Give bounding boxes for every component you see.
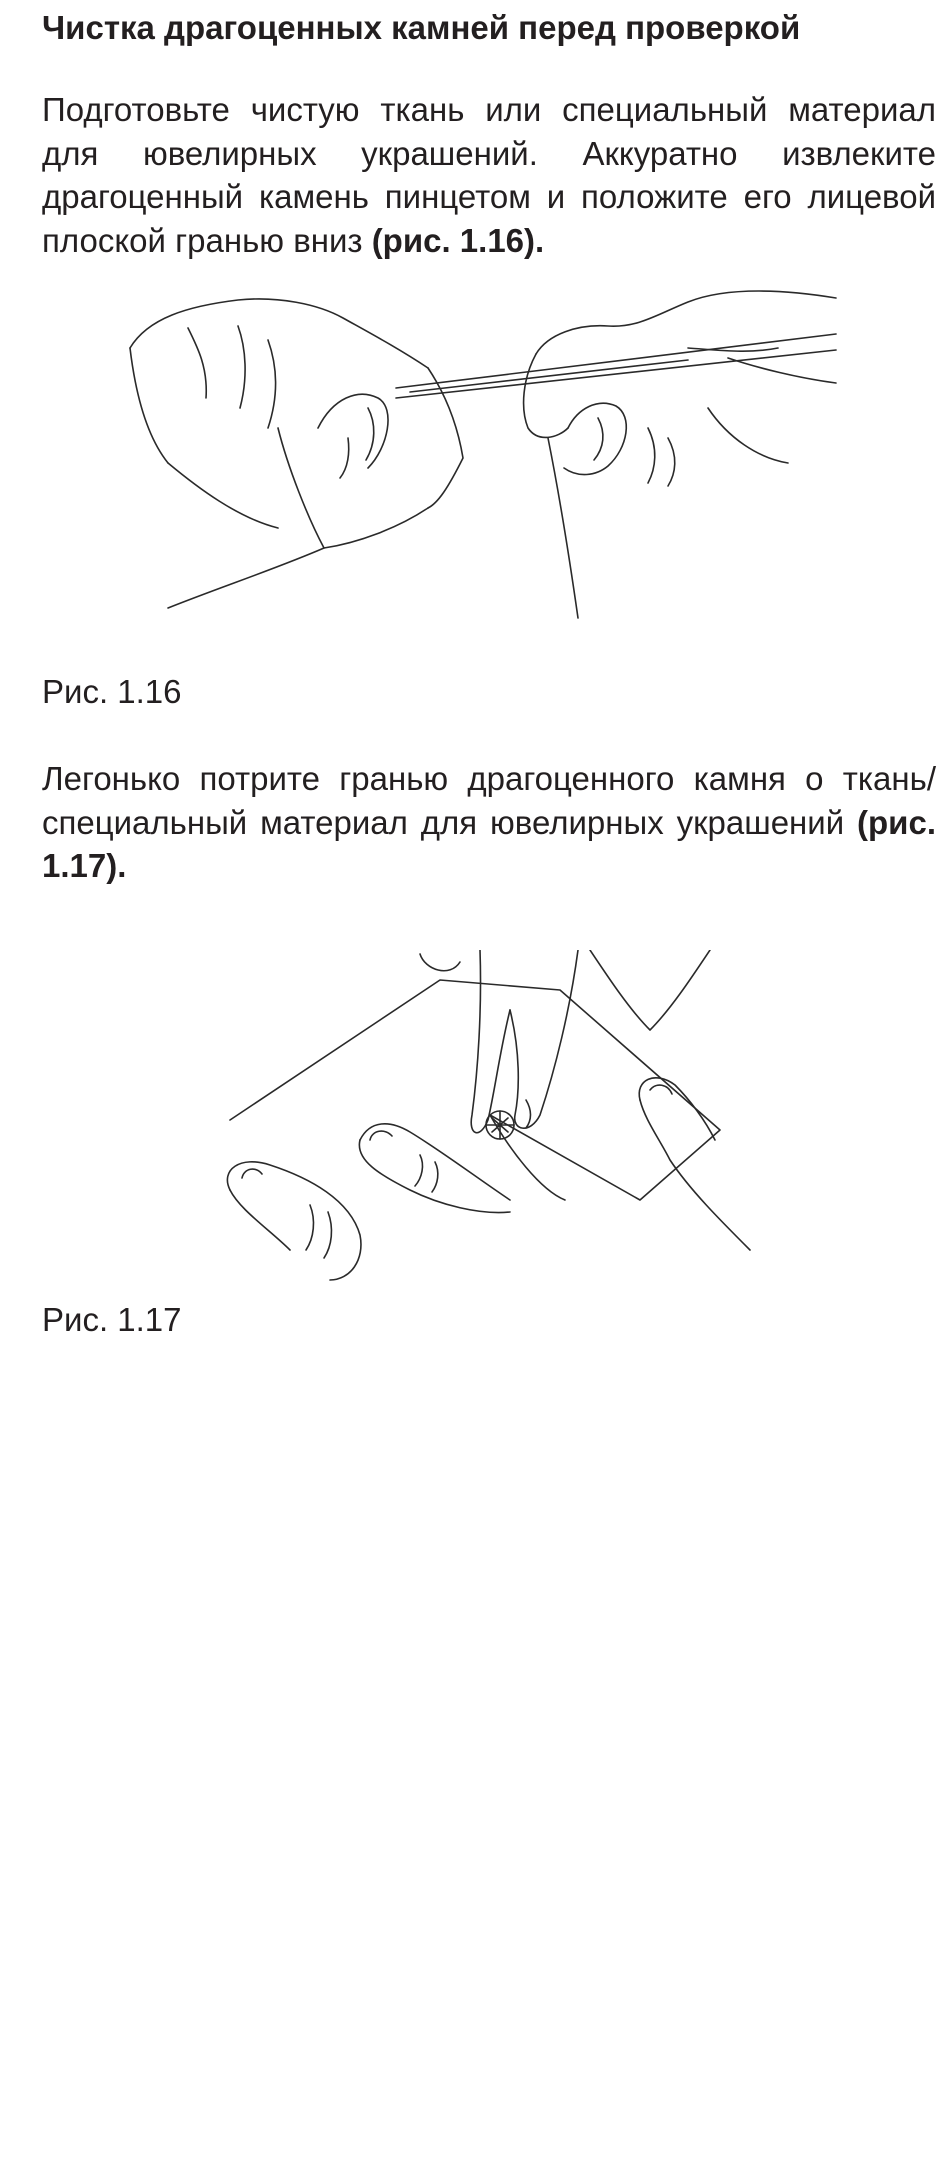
paragraph-rub-gem bbox=[42, 757, 936, 888]
paragraph-prepare-cloth bbox=[42, 88, 936, 262]
figure-1-17-rubbing-illustration bbox=[210, 950, 770, 1310]
figure-1-17-caption: Рис. 1.17 bbox=[42, 1301, 182, 1338]
gem-rubbing-on-cloth-drawing bbox=[210, 950, 770, 1310]
figure-1-16-reference: (рис. 1.16). bbox=[371, 221, 545, 259]
paragraph-rub-gem-text: Легонько потрите гранью драгоценного камня о ткань/ специальный материал для ювелирных украшений bbox=[42, 760, 936, 841]
paragraph-prepare-cloth-text: Подготовьте чистую ткань или специальный материал для ювелирных украшений. Аккуратно извлеките драгоценный камень пинцетом и положите его лицевой плоской гранью вниз bbox=[42, 91, 936, 259]
figure-1-17-reference: (рис. 1.17). bbox=[42, 803, 936, 884]
figure-1-16-caption: Рис. 1.16 bbox=[42, 673, 182, 710]
hands-with-tweezers-drawing bbox=[128, 288, 838, 620]
figure-1-16-tweezers-illustration bbox=[128, 288, 838, 620]
section-heading: Чистка драгоценных камней перед проверкой bbox=[42, 9, 801, 46]
